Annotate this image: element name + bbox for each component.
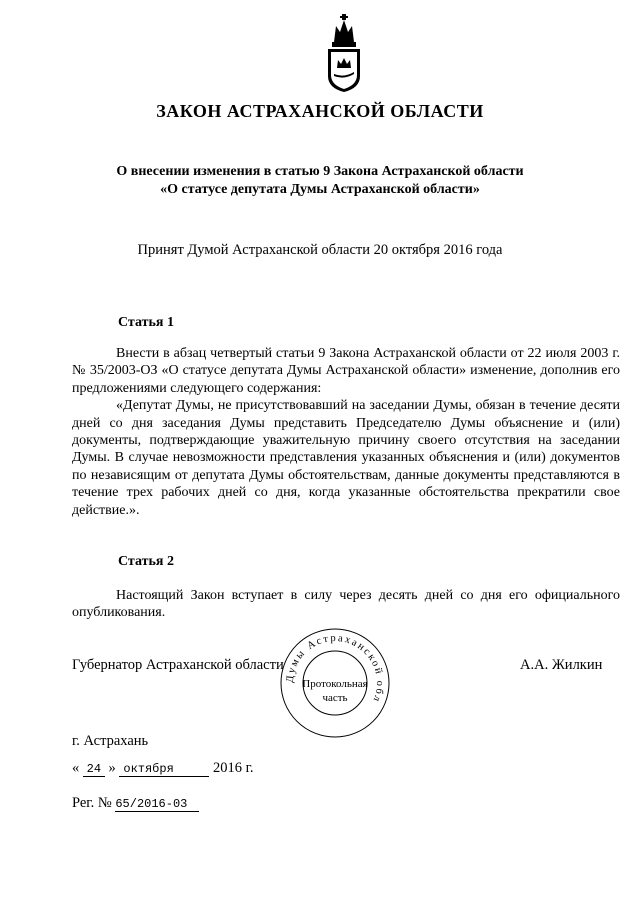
signatory-name: А.А. Жилкин <box>520 657 603 673</box>
article-2-body <box>72 587 620 622</box>
date-close-quote: » <box>108 760 116 776</box>
adoption-line: Принят Думой Астраханской области 20 октября 2016 года <box>137 242 503 258</box>
signing-date <box>72 760 254 777</box>
reg-number: 65/2016-03 <box>115 797 199 812</box>
document-title: ЗАКОН АСТРАХАНСКОЙ ОБЛАСТИ <box>156 101 484 121</box>
registration-number <box>72 795 199 812</box>
official-stamp <box>279 627 391 739</box>
article-2-paragraph-1: Настоящий Закон вступает в силу через десять дней со дня его официального опубликования. <box>72 588 620 621</box>
date-month: октября <box>119 762 209 777</box>
signatory-position: Губернатор Астраханской области <box>72 657 284 673</box>
article-1-heading: Статья 1 <box>118 315 174 330</box>
subtitle-line-1: О внесении изменения в статью 9 Закона Астраханской области <box>116 164 524 179</box>
stamp-ring-textpath: Думы Астраханской обл <box>284 632 386 705</box>
article-1-paragraph-1: Внести в абзац четвертый статьи 9 Закона Астраханской области от 22 июля 2003 г. № 35/2003-ОЗ «О статусе депутата Думы Астраханской области» изменение, дополнив его предложениями следующего содержания: <box>72 346 620 396</box>
date-day: 24 <box>83 762 105 777</box>
article-2-heading: Статья 2 <box>118 554 174 569</box>
date-year: 2016 г. <box>213 760 254 776</box>
document-subtitle <box>0 163 640 199</box>
reg-label: Рег. № <box>72 795 112 811</box>
subtitle-line-2: «О статусе депутата Думы Астраханской области» <box>160 182 480 197</box>
article-1-paragraph-2: «Депутат Думы, не присутствовавший на заседании Думы, обязан в течение десяти дней со дня заседания Думы представить Председателю Думы объяснение и (или) документы, подтверждающие уважительную причину своего отсутствия на заседании Думы. В случае невозможности представления указанных объяснения и (или) документов по независящим от депутата Думы обстоятельствам, данные документы представляются в течение трех рабочих дней со дня, когда указанные обстоятельства прекратили свое действие.». <box>72 398 620 518</box>
stamp-center-line-1: Протокольная <box>302 678 368 690</box>
article-1-body <box>72 345 620 519</box>
coat-of-arms-emblem <box>322 12 366 94</box>
stamp-center-line-2: часть <box>322 692 348 704</box>
city: г. Астрахань <box>72 733 149 749</box>
date-open-quote: « <box>72 760 80 776</box>
